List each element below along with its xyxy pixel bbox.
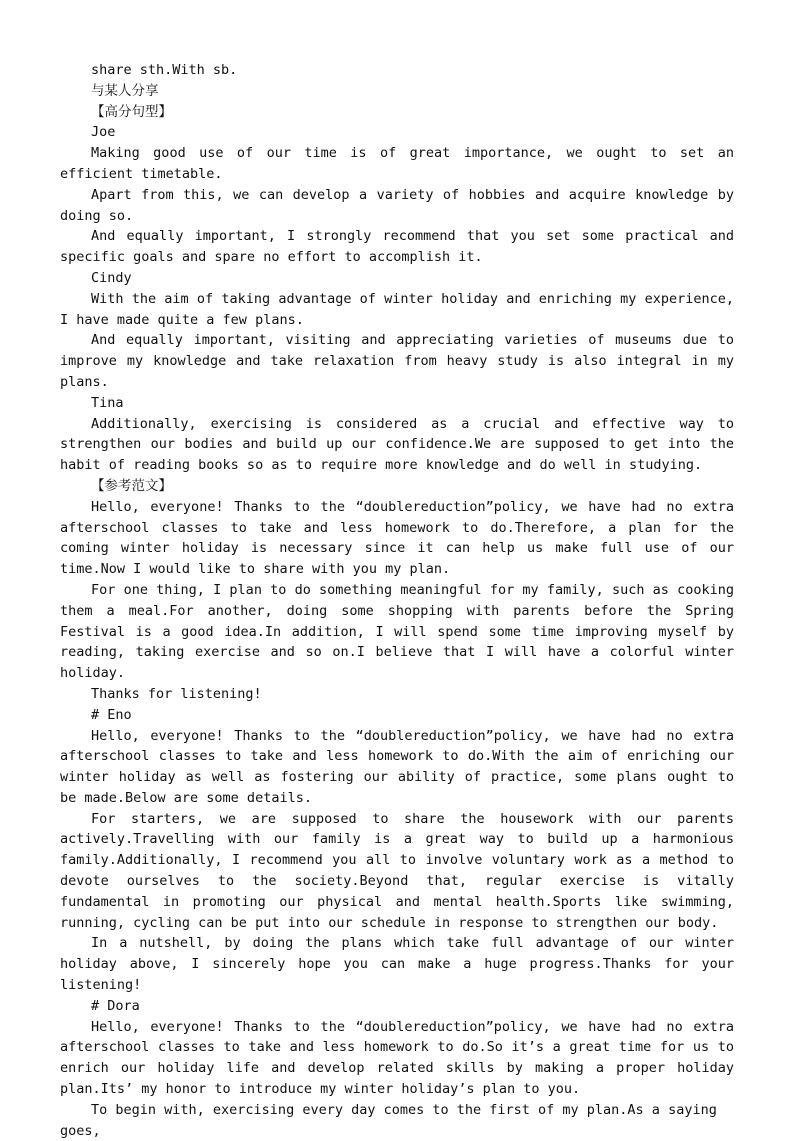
phrase-line: share sth.With sb.: [91, 62, 238, 78]
paragraph: Additionally, exercising is considered as a crucial and effective way to strengthen our bodies and build up our confidence.We are supposed to get into the habit of reading books so as to require more knowledge and do well in studying.: [60, 415, 734, 474]
paragraph: Apart from this, we can develop a variety of hobbies and acquire knowledge by doing so.: [60, 186, 734, 224]
document-page: [60, 60, 734, 1141]
section-heading-sample: 【参考范文】: [91, 477, 172, 494]
paragraph: And equally important, I strongly recommend that you set some practical and specific goals and spare no effort to accomplish it.: [60, 228, 734, 266]
author-dora: # Dora: [91, 997, 140, 1014]
paragraph: With the aim of taking advantage of winter holiday and enriching my experience, I have made quite a few plans.: [60, 290, 734, 328]
paragraph: And equally important, visiting and appreciating varieties of museums due to improve my knowledge and take relaxation from heavy study is also integral in my plans.: [60, 332, 734, 390]
paragraph: Hello, everyone! Thanks to the “doublereduction”policy, we have had no extra afterschool classes to take and less homework to do.So it’s a great time for us to enrich our holiday life and develop related skills by making a proper holiday plan.Its’ my honor to introduce my winter holiday’s plan to you.: [60, 1018, 734, 1098]
paragraph: Hello, everyone! Thanks to the “doublereduction”policy, we have had no extra afterschool classes to take and less homework to do.With the aim of enriching our winter holiday as well as fostering our ability of practice, some plans ought to be made.Below are some details.: [60, 727, 734, 806]
paragraph: To begin with, exercising every day comes to the first of my plan.As a saying goes,: [60, 1101, 717, 1139]
paragraph: In a nutshell, by doing the plans which take full advantage of our winter holiday above, I sincerely hope you can make a huge progress.Thanks for your listening!: [60, 935, 734, 994]
paragraph: For starters, we are supposed to share the housework with our parents actively.Travelling with our family is a great way to build up a harmonious family.Additionally, I recommend you all to involve voluntary work as a method to devote ourselves to the society.Beyond that, regular exercise is vitally fundamental in promoting our physical and mental health.Sports like swimming, running, cycling can be put into our schedule in response to strengthen our body.: [60, 810, 734, 931]
paragraph: For one thing, I plan to do something meaningful for my family, such as cooking them a meal.For another, doing some shopping with parents before the Spring Festival is a good idea.In addition, I will spend some time improving myself by reading, taking exercise and so on.I believe that I will have a colorful winter holiday.: [60, 581, 734, 682]
author-eno: # Eno: [91, 706, 132, 723]
paragraph: Thanks for listening!: [91, 685, 262, 702]
speaker-cindy: Cindy: [91, 269, 132, 286]
paragraph: Making good use of our time is of great importance, we ought to set an efficient timetable.: [60, 145, 734, 182]
phrase-translation: 与某人分享: [91, 82, 159, 99]
speaker-joe: Joe: [91, 124, 116, 141]
speaker-tina: Tina: [91, 394, 124, 411]
section-heading-sentences: 【高分句型】: [91, 103, 172, 120]
paragraph: Hello, everyone! Thanks to the “doublereduction”policy, we have had no extra afterschool classes to take and less homework to do.Therefore, a plan for the coming winter holiday is necessary since it can help us make full use of our time.Now I would like to share with you my plan.: [60, 498, 734, 578]
